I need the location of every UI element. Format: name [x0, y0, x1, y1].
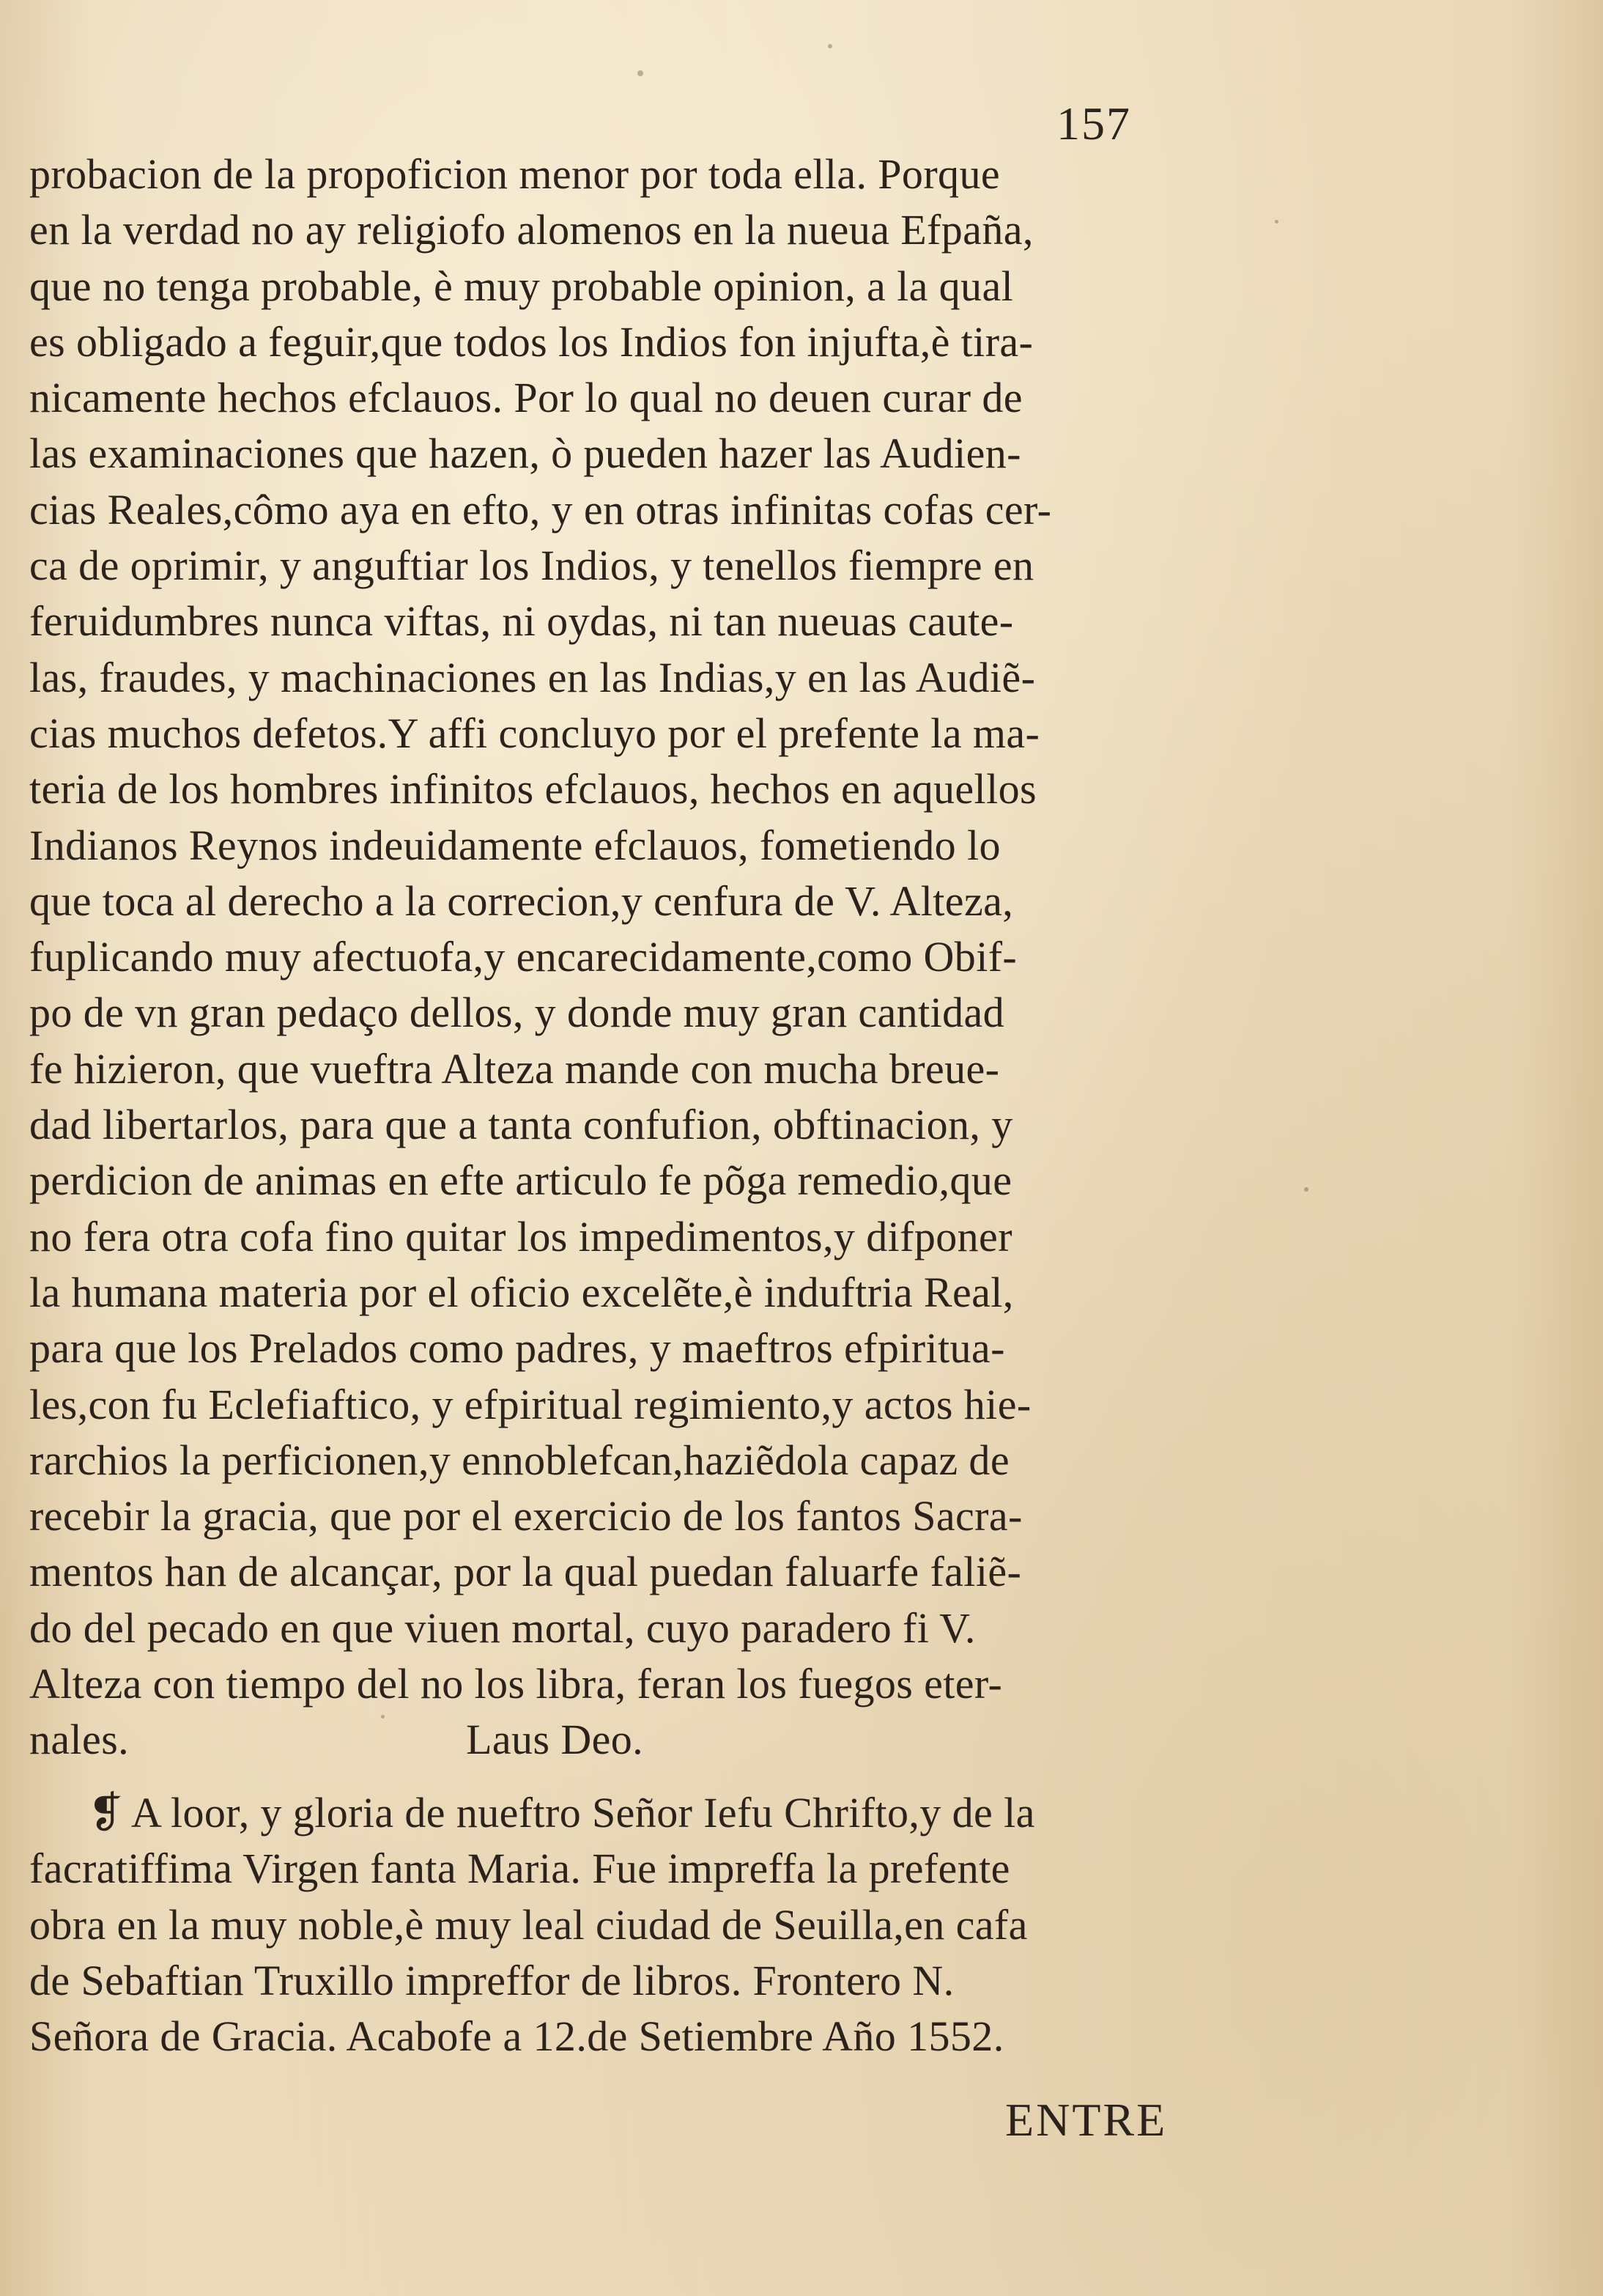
text-line: do del pecado en que viuen mortal, cuyo paradero fi V.	[29, 1603, 976, 1652]
text-line: las examinaciones que hazen, ò pueden hazer las Audien-	[29, 429, 1021, 478]
pilcrow-icon: ❡	[88, 1789, 124, 1837]
paper-speck	[1304, 1187, 1308, 1192]
text-line: mentos han de alcançar, por la qual puedan faluarfe faliẽ-	[29, 1548, 1022, 1596]
catchword: ENTRE	[1005, 2094, 1168, 2146]
text-line: en la verdad no ay religiofo alomenos en la nueua Efpaña,	[29, 206, 1034, 254]
text-line: nicamente hechos efclauos. Por lo qual no deuen curar de	[29, 374, 1023, 422]
text-line: fe hizieron, que vueftra Alteza mande con mucha breue-	[29, 1044, 1000, 1093]
text-line: cias Reales,cômo aya en efto, y en otras infinitas cofas cer-	[29, 485, 1052, 534]
colophon-line: obra en la muy noble,è muy leal ciudad de Seuilla,en cafa	[29, 1900, 1028, 1949]
text-line: ca de oprimir, y anguftiar los Indios, y tenellos fiempre en	[29, 542, 1034, 590]
colophon-line: Señora de Gracia. Acabofe a 12.de Setiembre Año 1552.	[29, 2012, 1004, 2061]
text-line: recebir la gracia, que por el exercicio de los fantos Sacra-	[29, 1492, 1023, 1540]
page-number: 157	[1056, 97, 1131, 150]
text-line: no fera otra cofa fino quitar los impedimentos,y difponer	[29, 1212, 1012, 1260]
text-line: Alteza con tiempo del no los libra, feran los fuegos eter-	[29, 1660, 1003, 1708]
text-line: teria de los hombres infinitos efclauos, hechos en aquellos	[29, 765, 1037, 813]
text-line: les,con fu Eclefiaftico, y efpiritual regimiento,y actos hie-	[29, 1380, 1032, 1428]
text-line-final	[29, 1712, 1202, 1768]
paper-speck	[828, 44, 832, 48]
last-line-word: nales.	[29, 1716, 130, 1764]
text-line: cias muchos defetos.Y affi concluyo por el prefente la ma-	[29, 709, 1040, 757]
text-line: feruidumbres nunca viftas, ni oydas, ni tan nueuas caute-	[29, 597, 1014, 646]
paper-speck	[381, 1715, 385, 1719]
text-line: la humana materia por el oficio excelẽte,è induftria Real,	[29, 1268, 1014, 1316]
text-line: dad libertarlos, para que a tanta confufion, obftinacion, y	[29, 1101, 1013, 1149]
colophon-line: facratiffima Virgen fanta Maria. Fue impreffa la prefente	[29, 1845, 1010, 1893]
text-line: fuplicando muy afectuofa,y encarecidamente,como Obif-	[29, 933, 1018, 981]
text-line: rarchios la perficionen,y ennoblefcan,haziẽdola capaz de	[29, 1436, 1010, 1484]
text-line: que toca al derecho a la correcion,y cenfura de V. Alteza,	[29, 876, 1014, 925]
main-text-block	[29, 147, 1202, 1768]
laus-deo: Laus Deo.	[466, 1716, 644, 1764]
text-line: probacion de la propoficion menor por toda ella. Porque	[29, 150, 1000, 198]
text-line: que no tenga probable, è muy probable opinion, a la qual	[29, 262, 1014, 310]
colophon-line: ❡ A loor, y gloria de nueftro Señor Iefu Chrifto,y de la	[29, 1785, 1202, 1841]
text-line: las, fraudes, y machinaciones en las Indias,y en las Audiẽ-	[29, 653, 1036, 701]
colophon-block	[29, 1785, 1202, 2064]
colophon-line: de Sebaftian Truxillo impreffor de libros. Frontero N.	[29, 1956, 955, 2004]
text-line: po de vn gran pedaço dellos, y donde muy gran cantidad	[29, 989, 1005, 1037]
paper-speck	[1275, 220, 1278, 224]
text-line: perdicion de animas en efte articulo fe põga remedio,que	[29, 1156, 1012, 1205]
text-line: Indianos Reynos indeuidamente efclauos, fometiendo lo	[29, 821, 1001, 869]
text-line: para que los Prelados como padres, y maeftros efpiritua-	[29, 1324, 1005, 1373]
paper-speck	[637, 70, 643, 76]
text-line: es obligado a feguir,que todos los Indios fon injufta,è tira-	[29, 317, 1034, 366]
